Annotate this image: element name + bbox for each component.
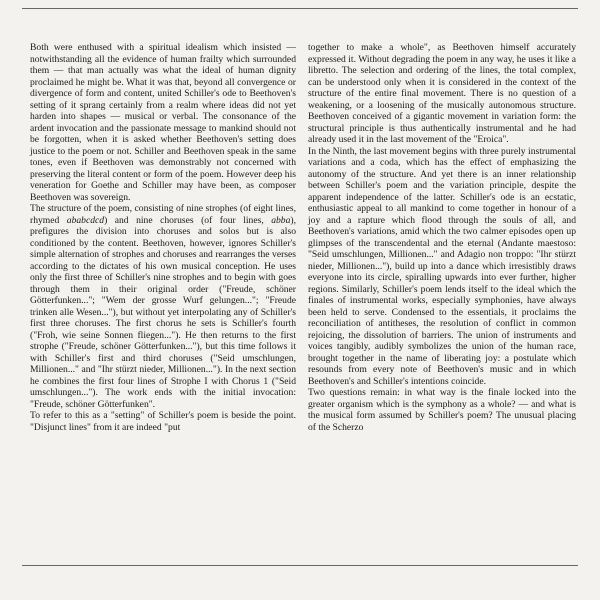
bottom-rule bbox=[22, 565, 578, 566]
paragraph-structure: The structure of the poem, consisting of nine strophes (of eight lines, rhymed ababcdcd) and nine choruses (of four lines, abba), prefigures the division into choruses and solos but is also conditioned by the content. Beethoven, however, ignores Schiller's simple alternation of strophes and choruses and rearranges the verses according to the dictates of his own musical conception. He uses only the first three of Schiller's nine strophes and to begin with goes through them in their original order ("Freude, schöner Götterfunken..."; "Wem der grosse Wurf gelungen..."; "Freude trinken alle Wesen..."), but without yet interpolating any of Schiller's first three choruses. The first chorus he sets is Schiller's fourth ("Froh, wie seine Sonnen fliegen..."). He then returns to the first strophe ("Freude, schöner Götterfunken..."), but this time follows it with Schiller's first and third choruses ("Seid umschlungen, Millionen..." and "Ihr stürzt nieder, Millionen..."). In the next section he combines the first four lines of Strophe I with Chorus 1 ("Seid umschlungen..."). The work ends with the initial invocation: "Freude, schöner Götterfunken". bbox=[30, 203, 296, 410]
paragraph-intro: Both were enthused with a spiritual idealism which insisted — notwithstanding all the evidence of human frailty which surrounded them — that man actually was what the ideal of human dignity proclaimed he might be. What it was that, beyond all convergence or divergence of form and content, united Schiller's ode to Beethoven's setting of it sprang certainly from a realm where ideas did not yet harden into shapes — musical or verbal. The consonance of the ardent invocation and the passionate message to mankind should not be forgotten, when it is asked whether Beethoven's setting does justice to the poem or not. Schiller and Beethoven speak in the same tones, even if Beethoven was demonstrably not concerned with preserving the literal content or form of the poem. However deep his veneration for Goethe and Schiller may have been, as composer Beethoven was sovereign. bbox=[30, 42, 296, 203]
paragraph-setting: To refer to this as a "setting" of Schiller's poem is beside the point. "Disjunct lines" from it are indeed "put bbox=[30, 410, 296, 433]
paragraph-ninth: In the Ninth, the last movement begins with three purely instrumental variations and a coda, which has the effect of emphasizing the autonomy of the structure. And yet there is an inner relationship between Schiller's poem and the variation principle, despite the apparent independence of the latter. Schiller's ode is an ecstatic, enthusiastic appeal to all mankind to come together in honour of a joy and a rapture which flood through the souls of all, and Beethoven's variations, amid which the two calmer episodes open up glimpses of the transcendental and the eternal (Andante maestoso: "Seid umschlungen, Millionen..." and Adagio non troppo: "Ihr stürzt nieder, Millionen..."), build up into a dance which irresistibly draws everyone into its circle, spiralling upwards into ever further, higher regions. Similarly, Schiller's poem lends itself to the ideal which the finales of instrumental works, especially symphonies, have always been held to serve. Condensed to the essentials, it proclaims the reconciliation of antitheses, the resolution of conflict in common rejoicing, the dissolution of barriers. The union of instruments and voices tangibly, audibly symbolizes the union of the human race, brought together in the name of liberating joy: a postulate which resounds from every note of Beethoven's music and in which Beethoven's and Schiller's intentions coincide. bbox=[308, 145, 576, 387]
paragraph-libretto: together to make a whole", as Beethoven himself accurately expressed it. Without degrading the poem in any way, he uses it like a libretto. The selection and ordering of the lines, the total complex, can be understood only when it is considered in the context of the structure of the entire final movement. There is no question of a weakening, or a loosening of the musically autonomous structure. Beethoven conceived of a gigantic movement in variation form: the structural principle is thus authentically instrumental and he had already used it in the last movement of the "Eroica". bbox=[308, 42, 576, 145]
right-text-column bbox=[308, 42, 576, 433]
top-rule bbox=[22, 8, 578, 9]
left-text-column bbox=[30, 42, 296, 433]
paragraph-questions: Two questions remain: in what way is the finale locked into the greater organism which is the symphony as a whole? — and what is the musical form assumed by Schiller's poem? The unusual placing of the Scherzo bbox=[308, 387, 576, 433]
